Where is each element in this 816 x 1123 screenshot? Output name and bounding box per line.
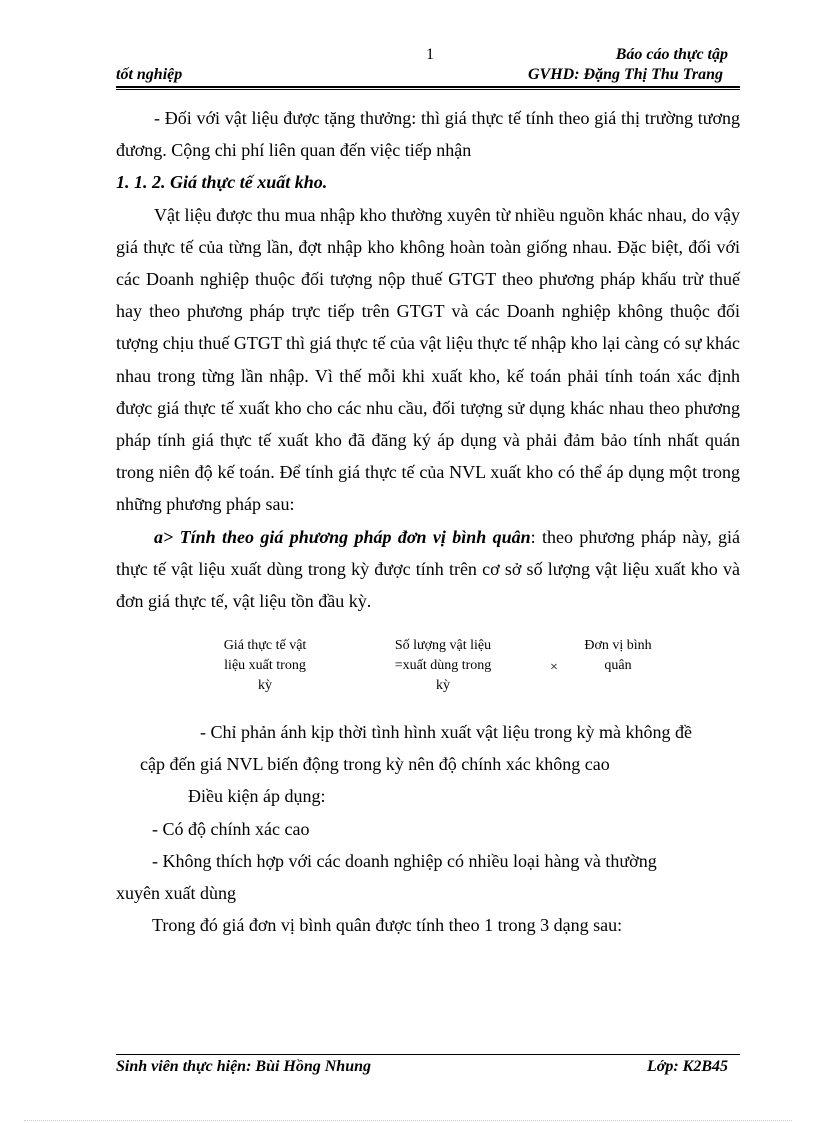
header-report-title: Báo cáo thực tập: [615, 46, 728, 63]
formula-mid-line1: Số lượng vật liệu: [394, 638, 492, 653]
paragraph-condition-1: - Có độ chính xác cao: [152, 818, 310, 839]
header-advisor: GVHD: Đặng Thị Thu Trang: [528, 66, 723, 83]
footer-class: Lớp: K2B45: [646, 1058, 728, 1075]
page-number: 1: [426, 46, 434, 63]
formula-right-line2: quân: [604, 658, 632, 673]
paragraph-drawback-line2: cập đến giá NVL biến động trong kỳ nên độ chính xác không cao: [140, 754, 610, 775]
paragraph-method-a: [116, 521, 740, 618]
method-a-text: : theo phương pháp này, giá thực tế vật liệu xuất dùng trong kỳ được tính trên cơ sở số lượng vật liệu xuất kho và đơn giá thực tế, vật liệu tồn đầu kỳ.: [116, 526, 740, 612]
paragraph-condition-2-line2: xuyên xuất dùng: [116, 883, 236, 904]
formula-left-line3: kỳ: [258, 678, 272, 693]
header-report-subtitle: tốt nghiệp: [116, 66, 183, 83]
paragraph-gift-materials: - Đối với vật liệu được tặng thưởng: thì giá thực tế tính theo giá thị trường tương đương. Cộng chi phí liên quan đến việc tiếp nhận: [116, 108, 740, 161]
paragraph-average-forms: Trong đó giá đơn vị bình quân được tính theo 1 trong 3 dạng sau:: [152, 915, 623, 936]
footer-student: Sinh viên thực hiện: Bùi Hồng Nhung: [116, 1058, 371, 1075]
formula-right-line1: Đơn vị bình: [584, 638, 652, 653]
formula-middle: [358, 636, 528, 696]
page-edge: [24, 1120, 792, 1121]
document-body: [116, 102, 740, 617]
paragraph-conditions-label: Điều kiện áp dụng:: [188, 786, 326, 807]
formula-left: [202, 636, 328, 696]
formula-mid-line2: xuất dùng trong: [402, 658, 492, 673]
header-rule-thin: [116, 89, 740, 90]
paragraph-drawback-line1: - Chỉ phản ánh kịp thời tình hình xuất vật liệu trong kỳ mà không đề: [200, 722, 692, 742]
header-rule: [116, 86, 740, 88]
paragraph-export-price: Vật liệu được thu mua nhập kho thường xuyên từ nhiều nguồn khác nhau, do vậy giá thực tế của từng lần, đợt nhập kho không hoàn toàn giống nhau. Đặc biệt, đối với các Doanh nghiệp thuộc đối tượng nộp thuế GTGT theo phương pháp khấu trừ thuế hay theo phương pháp trực tiếp trên GTGT và các Doanh nghiệp không thuộc đối tượng chịu thuế GTGT thì giá thực tế của vật liệu thực tế nhập kho lại càng có sự khác nhau trong từng lần nhập. Vì thế mỗi khi xuất kho, kế toán phải tính toán xác định được giá thực tế xuất kho cho các nhu cầu, đối tượng sử dụng khác nhau theo phương pháp tính giá thực tế xuất kho đã đăng ký áp dụng và phải đảm bảo tính nhất quán trong niên độ kế toán. Để tính giá thực tế của NVL xuất kho có thể áp dụng một trong những phương pháp sau:: [116, 204, 740, 515]
formula-times-sign: ×: [550, 660, 558, 675]
formula-right: [568, 636, 668, 676]
formula-equals-sign: =: [394, 658, 403, 673]
document-body-continued: [116, 716, 740, 941]
method-a-title: Tính theo giá phương pháp đơn vị bình quân: [179, 526, 531, 547]
formula-left-line2: liệu xuất trong: [224, 658, 306, 673]
formula-left-line1: Giá thực tế vật: [223, 638, 307, 653]
paragraph-condition-2-line1: - Không thích hợp với các doanh nghiệp có nhiều loại hàng và thường: [152, 850, 657, 871]
section-heading: 1. 1. 2. Giá thực tế xuất kho.: [116, 172, 328, 193]
footer-rule: [116, 1054, 740, 1055]
method-a-label: a>: [154, 526, 174, 547]
formula-mid-line3: kỳ: [436, 678, 450, 693]
